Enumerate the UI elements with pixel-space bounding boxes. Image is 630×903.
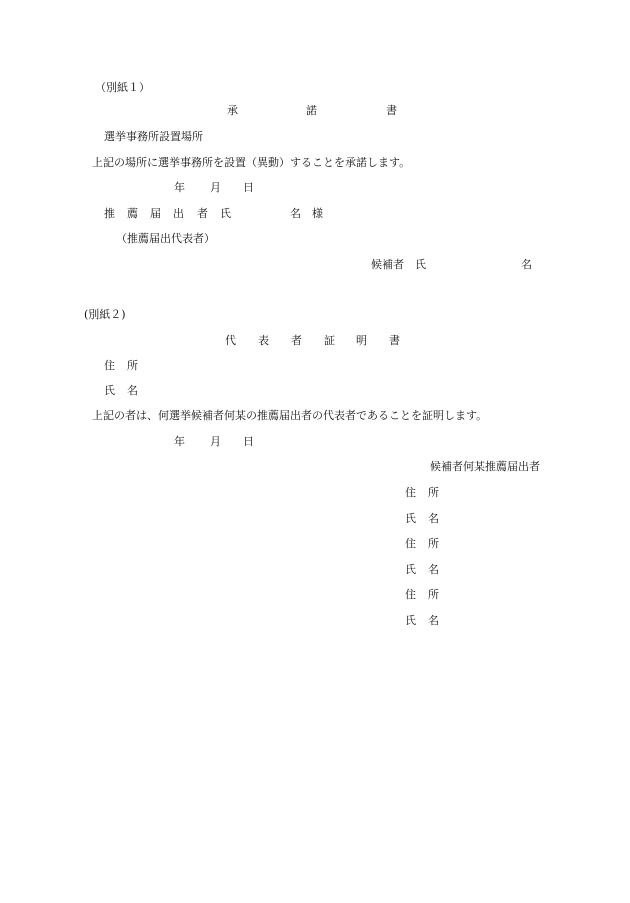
form1-statement: 上記の場所に選挙事務所を設置（異動）することを承諾します。 — [92, 156, 411, 169]
recipient-label-char: 薦 — [127, 207, 138, 220]
address-label-char: 所 — [127, 359, 138, 372]
form2-date-day: 日 — [243, 435, 254, 448]
candidate-name-suffix: 名 — [521, 258, 532, 271]
form1-date-year: 年 — [174, 181, 185, 194]
form2-title-char: 表 — [258, 334, 269, 347]
form2-date-month: 月 — [210, 435, 221, 448]
form2-title-char: 証 — [324, 334, 335, 347]
form2-title-char: 代 — [225, 334, 236, 347]
form1-date-day: 日 — [243, 181, 254, 194]
recipient-label-char: 推 — [104, 207, 115, 220]
form1-label: （別紙１） — [95, 81, 150, 94]
form2-statement: 上記の者は、何選挙候補者何某の推薦届出者の代表者であることを証明します。 — [92, 409, 488, 422]
recipient-label-char: 氏 — [220, 207, 231, 220]
signatory-address-label: 住 — [405, 486, 416, 499]
signatory-name-label: 名 — [428, 614, 439, 627]
candidate-label: 候補者 氏 — [371, 258, 426, 271]
signatory-name-label: 名 — [428, 563, 439, 576]
form2-title-char: 明 — [356, 334, 367, 347]
form1-title-char: 書 — [386, 104, 397, 117]
recipient-name-suffix: 名 — [290, 207, 301, 220]
signatory-name-label: 氏 — [405, 512, 416, 525]
address-label-char: 住 — [104, 359, 115, 372]
signatory-address-label: 住 — [405, 588, 416, 601]
recipient-label-char: 者 — [197, 207, 208, 220]
signatory-address-label: 所 — [428, 537, 439, 550]
representative-note: （推薦届出代表者） — [116, 232, 215, 245]
form2-date-year: 年 — [174, 435, 185, 448]
recipient-label-char: 出 — [173, 207, 184, 220]
signatory-name-label: 氏 — [405, 614, 416, 627]
signatory-name-label: 氏 — [405, 563, 416, 576]
form1-title-char: 諾 — [306, 104, 317, 117]
name-label-char: 氏 — [104, 384, 115, 397]
form2-label: (別紙２) — [84, 308, 126, 321]
form1-title-char: 承 — [227, 104, 238, 117]
form2-title-char: 書 — [389, 334, 400, 347]
name-label-char: 名 — [127, 384, 138, 397]
office-location-label: 選挙事務所設置場所 — [104, 130, 203, 143]
form2-title-char: 者 — [291, 334, 302, 347]
form1-date-month: 月 — [210, 181, 221, 194]
signatory-address-label: 所 — [428, 486, 439, 499]
signatory-title: 候補者何某推薦届出者 — [430, 460, 540, 473]
recipient-label-char: 届 — [150, 207, 161, 220]
signatory-name-label: 名 — [428, 512, 439, 525]
recipient-honorific: 様 — [312, 207, 323, 220]
signatory-address-label: 住 — [405, 537, 416, 550]
signatory-address-label: 所 — [428, 588, 439, 601]
